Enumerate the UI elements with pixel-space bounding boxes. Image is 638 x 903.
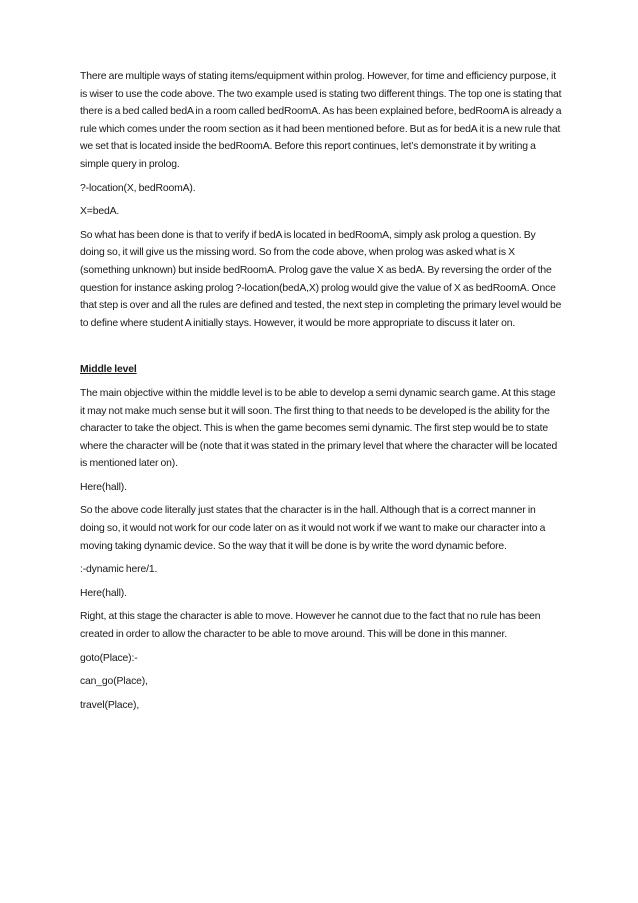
goto-code-line: goto(Place):- bbox=[80, 652, 138, 664]
here-hall-code-line: Here(hall). bbox=[80, 481, 127, 493]
intro-paragraph: There are multiple ways of stating items/equipment within prolog. However, for time and efficiency purpose, it is wiser to use the code above. The two example used is stating two different things. The top one is stating that there is a bed called bedA in a room called bedRoomA. As has been explained before, bedRoomA is already a rule which comes under the room section as it had been mentioned before. But as for bedA it is a new rule that we set that is located inside the bedRoomA. Before this report continues, let’s demonstrate it by writing a simple query in prolog. bbox=[80, 71, 562, 170]
query-code-line: ?-location(X, bedRoomA). bbox=[80, 182, 196, 194]
movement-explanation-paragraph: Right, at this stage the character is able to move. However he cannot due to the fact that no rule has been created in order to allow the character to be able to move around. This will be done in this manner. bbox=[80, 611, 541, 641]
here-hall-code-line-2: Here(hall). bbox=[80, 587, 127, 599]
document-page bbox=[80, 68, 562, 720]
travel-code-line: travel(Place), bbox=[80, 699, 140, 711]
dynamic-declaration-code-line: :-dynamic here/1. bbox=[80, 564, 158, 576]
query-result-line: X=bedA. bbox=[80, 206, 120, 218]
can-go-code-line: can_go(Place), bbox=[80, 676, 148, 688]
explanation-paragraph: So what has been done is that to verify if bedA is located in bedRoomA, simply ask prolog a question. By doing so, it will give us the missing word. So from the code above, when prolog was asked what is X (something unknown) but inside bedRoomA. Prolog gave the value X as bedA. By reversing the order of the question for instance asking prolog ?-location(bedA,X) prolog would give the value of X as bedRoomA. Once that step is over and all the rules are defined and tested, the next step in completing the primary level would be to define where student A initially stays. However, it would be more appropriate to discuss it later on. bbox=[80, 229, 562, 329]
section-spacer bbox=[80, 338, 562, 361]
dynamic-explanation-paragraph: So the above code literally just states that the character is in the hall. Although that is a correct manner in doing so, it would not work for our code later on as it would not work if we want to make our character into a moving taking dynamic device. So the way that it will be done is by write the word dynamic before. bbox=[80, 505, 546, 552]
section-heading: Middle level bbox=[80, 364, 137, 376]
middle-level-intro-paragraph: The main objective within the middle level is to be able to develop a semi dynamic search game. At this stage it may not make much sense but it will soon. The first thing to that needs to be developed is the ability for the character to take the object. This is when the game becomes semi dynamic. The first step would be to state where the character will be (note that it was stated in the primary level that where the character will be located is mentioned later on). bbox=[80, 387, 558, 470]
